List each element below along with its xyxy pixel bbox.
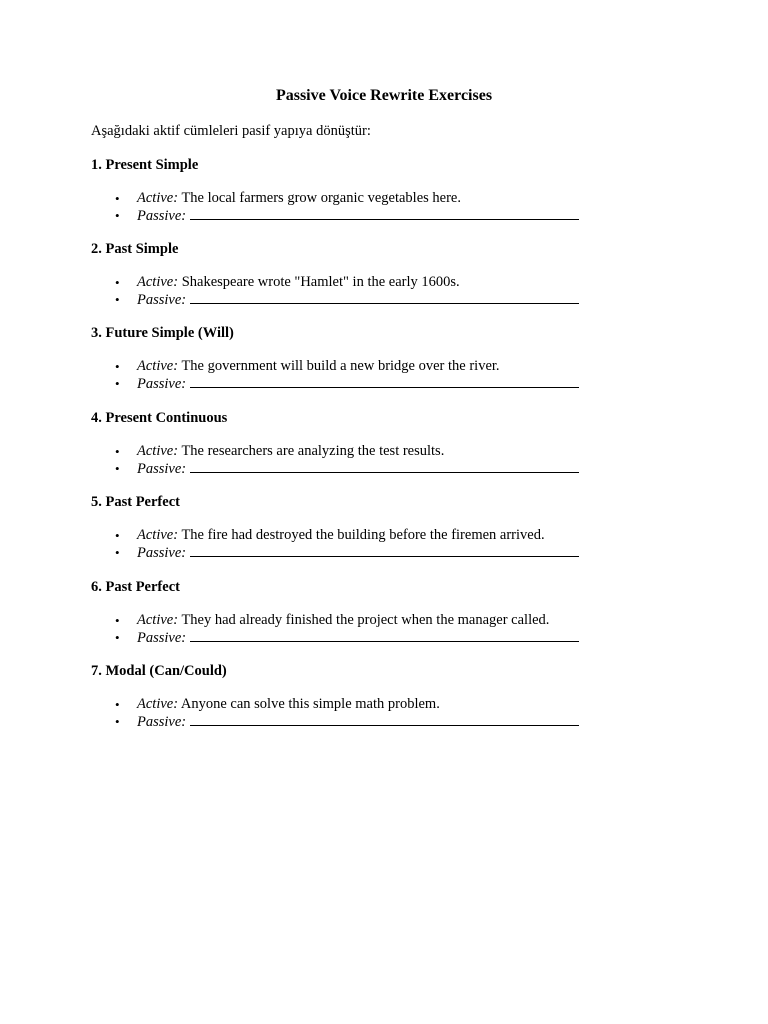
bullet-icon: • bbox=[115, 545, 120, 560]
answer-blank[interactable] bbox=[190, 375, 579, 388]
bullet-icon: • bbox=[115, 630, 120, 645]
exercise-3 bbox=[91, 324, 691, 393]
passive-label: Passive: bbox=[137, 461, 187, 477]
exercise-list bbox=[91, 612, 691, 647]
instruction-text: Aşağıdaki aktif cümleleri pasif yapıya dönüştür: bbox=[91, 123, 371, 139]
bullet-icon: • bbox=[115, 528, 120, 543]
answer-blank[interactable] bbox=[190, 291, 579, 304]
exercise-list bbox=[91, 443, 691, 478]
answer-blank[interactable] bbox=[190, 460, 579, 473]
bullet-icon: • bbox=[115, 191, 120, 206]
active-label: Active: bbox=[137, 358, 179, 374]
exercise-heading: 6. Past Perfect bbox=[91, 579, 180, 595]
exercise-2 bbox=[91, 240, 691, 309]
active-sentence: The local farmers grow organic vegetables here. bbox=[181, 190, 461, 206]
exercise-heading: 4. Present Continuous bbox=[91, 410, 228, 426]
passive-label: Passive: bbox=[137, 208, 187, 224]
exercise-heading: 1. Present Simple bbox=[91, 157, 199, 173]
exercise-heading: 5. Past Perfect bbox=[91, 494, 180, 510]
bullet-icon: • bbox=[115, 208, 120, 223]
active-sentence: The government will build a new bridge over the river. bbox=[181, 358, 500, 374]
active-label: Active: bbox=[137, 612, 179, 628]
active-label: Active: bbox=[137, 696, 179, 712]
answer-blank[interactable] bbox=[190, 207, 579, 220]
passive-item bbox=[91, 629, 691, 647]
passive-item bbox=[91, 207, 691, 225]
active-item bbox=[91, 190, 691, 207]
document-title: Passive Voice Rewrite Exercises bbox=[275, 87, 493, 104]
bullet-icon: • bbox=[115, 275, 120, 290]
bullet-icon: • bbox=[115, 461, 120, 476]
passive-label: Passive: bbox=[137, 714, 187, 730]
answer-blank[interactable] bbox=[190, 713, 579, 726]
active-label: Active: bbox=[137, 190, 179, 206]
active-item bbox=[91, 527, 691, 544]
exercise-list bbox=[91, 696, 691, 731]
exercise-6 bbox=[91, 578, 691, 647]
answer-blank[interactable] bbox=[190, 629, 579, 642]
exercise-7 bbox=[91, 662, 691, 731]
bullet-icon: • bbox=[115, 697, 120, 712]
exercise-heading: 2. Past Simple bbox=[91, 241, 179, 257]
passive-label: Passive: bbox=[137, 545, 187, 561]
passive-item bbox=[91, 375, 691, 393]
bullet-icon: • bbox=[115, 359, 120, 374]
passive-label: Passive: bbox=[137, 630, 187, 646]
passive-label: Passive: bbox=[137, 292, 187, 308]
bullet-icon: • bbox=[115, 613, 120, 628]
exercise-1 bbox=[91, 156, 691, 225]
active-sentence: The fire had destroyed the building before the firemen arrived. bbox=[181, 527, 545, 543]
exercise-list bbox=[91, 527, 691, 562]
bullet-icon: • bbox=[115, 376, 120, 391]
passive-label: Passive: bbox=[137, 376, 187, 392]
active-item bbox=[91, 358, 691, 375]
active-label: Active: bbox=[137, 443, 179, 459]
exercise-heading: 7. Modal (Can/Could) bbox=[91, 663, 227, 679]
active-item bbox=[91, 443, 691, 460]
passive-item bbox=[91, 291, 691, 309]
exercise-heading: 3. Future Simple (Will) bbox=[91, 325, 234, 341]
exercise-list bbox=[91, 358, 691, 393]
answer-blank[interactable] bbox=[190, 544, 579, 557]
active-item bbox=[91, 696, 691, 713]
passive-item bbox=[91, 460, 691, 478]
bullet-icon: • bbox=[115, 292, 120, 307]
exercise-4 bbox=[91, 409, 691, 478]
active-label: Active: bbox=[137, 274, 179, 290]
exercise-list bbox=[91, 274, 691, 309]
active-sentence: They had already finished the project when the manager called. bbox=[181, 612, 550, 628]
active-sentence: The researchers are analyzing the test results. bbox=[181, 443, 445, 459]
active-sentence: Anyone can solve this simple math problem. bbox=[180, 696, 440, 712]
passive-item bbox=[91, 544, 691, 562]
active-item bbox=[91, 612, 691, 629]
bullet-icon: • bbox=[115, 714, 120, 729]
bullet-icon: • bbox=[115, 444, 120, 459]
exercise-5 bbox=[91, 493, 691, 562]
passive-item bbox=[91, 713, 691, 731]
active-item bbox=[91, 274, 691, 291]
exercise-list bbox=[91, 190, 691, 225]
active-label: Active: bbox=[137, 527, 179, 543]
active-sentence: Shakespeare wrote "Hamlet" in the early 1600s. bbox=[181, 274, 460, 290]
